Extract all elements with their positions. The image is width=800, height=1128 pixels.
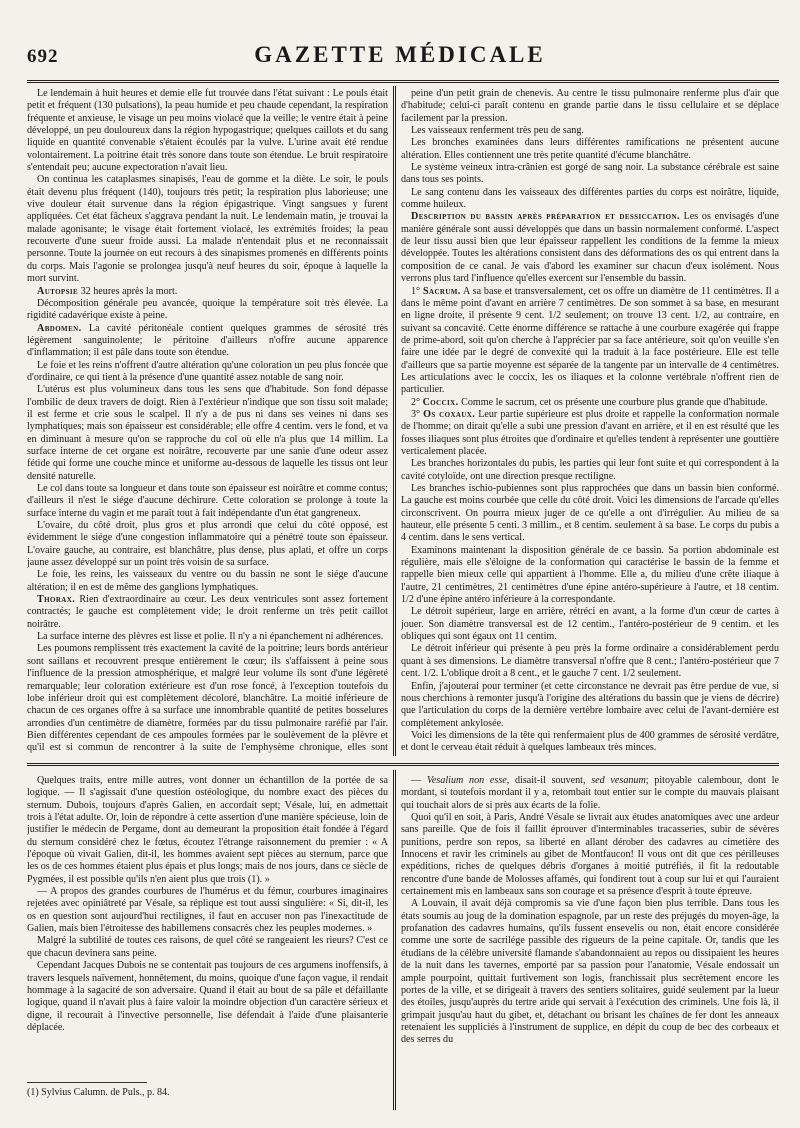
paragraph: La surface interne des plèvres est lisse et polie. Il n'y a ni épanchement ni adhérences. — [37, 631, 384, 643]
paragraph: Le foie et les reins n'offrent d'autre altération qu'une coloration un peu plus foncée que d'ordinaire, ce qui tient à la présence d'une quantité assez notable de sang noir. — [27, 359, 388, 383]
section-rule — [27, 763, 779, 766]
paragraph: — Vesalium non esse, disait-il souvent, sed vesanum; pitoyable calembour, dont le mordant, si toutefois mordant il y a, retombait tout entier sur le compte du mauvais plaisant qui touchait alors de si près aux écarts de la folie. — [401, 775, 779, 811]
paragraph: Les branches horizontales du pubis, les parties qui leur font suite et qui correspondent à la cavité cotyloïde, ont une direction presque rectiligne. — [401, 458, 779, 482]
paragraph: peine d'un petit grain de chenevis. Au centre le tissu pulmonaire renferme plus d'air que d'habitude; celui-ci paraît contenu en grande partie dans le tissu cellulaire et se déplace facilement par la pression. — [401, 88, 779, 124]
upper-right-column — [401, 88, 779, 754]
paragraph: 2° Coccix. Comme le sacrum, cet os présente une courbure plus grande que d'habitude. — [411, 396, 768, 408]
paragraph: Examinons maintenant la disposition générale de ce bassin. Sa portion abdominale est régulière, mais elle s'éloigne de la conformation qui caractérise le bassin de la femme et rappelle bien mieux celle qui appartient à l'homme. Elle a, du milieu d'une crête iliaque à l'autre, 21 centimètres, 21 centimètres d'une épine antéro-supérieure à l'autre, et 18 centim. 1/2 d'une épine antéro inférieure à la correspondante. — [401, 544, 779, 606]
paragraph: Les bronches examinées dans leurs différentes ramifications ne présentent aucune altération. Elles contiennent une très petite quantité d'écume blanchâtre. — [401, 137, 779, 161]
paragraph: Le col dans toute sa longueur et dans toute son épaisseur est noirâtre et comme contus; d'ailleurs il n'est le siége d'aucune déchirure. Cette coloration se prolonge à toute la surface interne du vagin et me paraît tout à fait indépendante d'un état gangreneux. — [27, 483, 388, 519]
paragraph: On continua les cataplasmes sinapisés, l'eau de gomme et la diète. Le soir, le pouls était devenu plus fréquent (140), toujours très petit; la respiration plus laborieuse; une vive douleur était survenue dans la région épigastrique. Vingt sangsues y furent appliquées. Cet état fâcheux s'aggrava pendant la nuit. Le lendemain matin, je trouvai la malade agonisante; le visage était fortement violacé, les extrémités froides; la peau recouverte d'une sueur froide aussi. La malade n'entendait plus et ne reconnaissait personne. Toute la journée on eut recours à des sinapismes promenés en différents points du corps. Mais l'agonie se prolongea jusqu'à neuf heures du soir, époque à laquelle la mort survint. — [27, 174, 388, 285]
footnote: (1) Sylvius Calumn. de Puls., p. 84. — [27, 1087, 170, 1098]
paragraph: Décomposition générale peu avancée, quoique la température soit très élevée. La rigidité cadavérique existe à peine. — [27, 297, 388, 322]
paragraph: 1° Sacrum. A sa base et transversalement, cet os offre un diamètre de 11 centimètres. Il a dans le même point d'avant en arrière 7 centimètres. De son sommet à sa base, en mesurant en ligne droite, il présente 9 cent. 1/2 seulement; on trouve 13 cent. 1/2, au contraire, en suivant sa concavité. Cette énorme différence se rattache à une courbure exagérée qui frappe de prime-abord, soit qu'on cherche à l'apprécier par sa face antérieure, soit qu'on veuille s'en faire une idée par le degré de convexité qui la traduit à la face postérieure. Elle est telle d'ailleurs que sa partie moyenne est séparée de la tangente par un intervalle de 4 centimètres. Les articulations avec le coccix, les os iliaques et la colonne vertébrale n'offrent rien de particulier. — [401, 285, 779, 396]
paragraph: Enfin, j'ajouterai pour terminer (et cette circonstance ne devrait pas être perdue de vue, si nous cherchions à remonter jusqu'à l'origine des altérations du bassin que je viens de décrire) que l'articulation du corps de la dernière vertèbre lombaire avec celui de l'avant-dernière est complètement ankylosée. — [401, 680, 779, 729]
paragraph: 3° Os coxaux. Leur partie supérieure est plus droite et rappelle la conformation normale de l'homme; on dirait qu'elle a subi une pression d'avant en arrière, et il en est résulté que les fosses iliaques sont plus étroites que d'ordinaire et qu'elles tendent à représenter une gouttière verticalement placée. — [401, 408, 779, 457]
header-rule — [27, 80, 779, 83]
paragraph: Les branches ischio-pubiennes sont plus rapprochées que dans un bassin bien conformé. La gauche est moins courbée que celle du côté droit. Voici les dimensions de l'arcade qu'elles circonscrivent. On pourra mieux juger de ce qu'elle a ont d'irrégulier. Au milieu de sa hauteur, elle présente 5 centi. 3 millim., et 8 centim. seulement à sa base. Le corps du pubis a 4 centim. dans le sens vertical. — [401, 483, 779, 544]
lower-left-column — [27, 775, 388, 1075]
paragraph: Abdomen. La cavité péritonéale contient quelques grammes de sérosité très légèrement sanguinolente; le péritoine d'ailleurs n'offre aucune apparence d'inflammation; il est pâle dans toute son étendue. — [27, 322, 388, 359]
paragraph: — A propos des grandes courbures de l'humérus et du fémur, courbures imaginaires rejetées avec opiniâtreté par Vésale, sa réplique est tout aussi singulière: « Si, dit-il, les os en question sont aujourd'hui rectilignes, il faut en accuser non pas l'inexactitude de Galien, mais bien l'étroitesse des habillemens consacrés chez les peuples modernes. » — [27, 886, 388, 935]
column-divider-upper — [393, 86, 396, 756]
page-title: GAZETTE MÉDICALE — [254, 42, 546, 67]
paragraph: Les vaisseaux renferment très peu de sang. — [411, 125, 584, 137]
paragraph: L'utérus est plus volumineux dans tous les sens que d'habitude. Son fond dépasse l'ombilic de deux travers de doigt. Rien à l'extérieur n'indique que son tissu soit malade; il est ferme et crie sous le scalpel. Il n'y a de pus ni dans ses veines ni dans ses lymphatiques; mais son épaisseur est considérable; elle offre 4 centim. vers le fond, et va en diminuant à mesure qu'on se rapproche du col où elle n'a plus que 14 millim. La surface interne de cet organe est noirâtre, recouverte par une sanie d'une odeur assez fétide qui forme une couche mince et uniforme au-dessous de laquelle les tissus ont leur densité naturelle. — [27, 384, 388, 482]
paragraph: Les poumons remplissent très exactement la cavité de la poitrine; leurs bords antérieur sont saillans et recouvrent presque entièrement le cœur; ils s'affaissent à peine sous l'influence de la pression atmosphérique, et malgré leur volume ils sont d'une légèreté remarquable; leur coloration extérieure est d'un rose foncé, à l'exception toutefois du lobe inférieur droit qui est complètement décoloré, blanchâtre. La moitié inférieure de chacun de ces organes offre à sa surface une innombrable quantité de petites bosselures arrondies d'un centimètre de diamètre, formées par du tissu pulmonaire raréfié par l'air. Bien différentes cependant de ces ampoules formées par le soulèvement de la plèvre et qu'il est si commun de rencontrer à la suite de l'emphysème chronique, elles sont — [27, 643, 388, 754]
paragraph: Quoi qu'il en soit, à Paris, André Vésale se livrait aux études anatomiques avec une ardeur sans pareille. Que de fois il faillit éprouver d'interminables tracasseries, subir de sévères punitions, perdre son repos, sa liberté en allant dérober des cadavres au cimetière des Innocens et ravir les criminels au gibet de Montfaucon! Il vous ont dit que ces périlleuses expéditions, riches de quelques débris d'organes à moitié putréfiés, il fit la redoutable rencontre d'une bande de Molosses affamés, qui fondirent tout à coup sur lui et qui l'auraient certainement mis en lambeaux sans son courage et sa présence d'esprit à toute épreuve. — [401, 812, 779, 898]
paragraph: Le lendemain à huit heures et demie elle fut trouvée dans l'état suivant : Le pouls était petit et fréquent (130 pulsations), la peau humide et peu chaude cependant, la respiration fréquente et anxieuse, le visage un peu moins violacé que la veille; le ventre était à peine développé, un peu douloureux dans la région hypogastrique; quelques caillots et du sang liquide en quantité convenable s'étaient écoulés par la vulve. L'urine avait été rendue volontairement. La poitrine était très sonore dans toute son étendue. Le bruit respiratoire s'entendait peu; aucune expectoration n'avait lieu. — [27, 88, 388, 174]
upper-left-column — [27, 88, 388, 754]
paragraph: Le détroit supérieur, large en arrière, rétréci en avant, a la forme d'un cœur de cartes à jouer. Son diamètre transversal est de 12 centim., l'antéro-postérieur de 9 centim. et les obliques qui sont égaux ont 11 centim. — [401, 606, 779, 643]
paragraph: Cependant Jacques Dubois ne se contentait pas toujours de ces argumens inoffensifs, à travers lesquels naïvement, honnêtement, du moins, quoique d'une façon vague, il rendait hommage à la sagacité de son adversaire. Quand il était au bout de sa pâle et défaillante logique, quand il n'avait plus à faire valoir la moindre objection d'un caractère sérieux et digne, il recourait à l'invective personnelle, lise défendait à l'aide d'une plaisanterie déplacée. — [27, 960, 388, 1033]
column-divider-lower — [393, 770, 396, 1110]
paragraph: Thorax. Rien d'extraordinaire au cœur. Les deux ventricules sont assez fortement contractés; le gauche est complètement vide; le droit renferme un très petit caillot noirâtre. — [27, 594, 388, 630]
paragraph: Voici les dimensions de la tête qui renfermaient plus de 400 grammes de sérosité verdâtre, et dont le cerveau était réduit à quelques lambeaux très minces. — [401, 729, 779, 754]
paragraph: Quelques traits, entre mille autres, vont donner un échantillon de la portée de sa logique. — Il s'agissait d'une question ostéologique, du nombre exact des pièces du sternum. Dubois, toujours d'après Galien, en accordait sept; Vésale, lui, en admettait trois à l'état adulte. Or, loin de répondre à cette assertion d'une manière spécieuse, loin de justifier le médecin de Pergame, dont au demeurant la proposition était fondée à l'égard du sternum considéré chez le fœtus, écoutez l'étrange raisonnement du premier : « A l'époque où vivait Galien, dit-il, les hommes avaient sept pièces au sternum, parce que les os de ces hommes étaient plus épais et plus longs; mais de nos jours, dans ce siècle de Pygmées, il est possible qu'ils n'en aient plus que trois (1). » — [27, 775, 388, 885]
paragraph: Le système veineux intra-crânien est gorgé de sang noir. La substance cérébrale est saine dans tous ses points. — [401, 162, 779, 186]
paragraph: Le foie, les reins, les vaisseaux du ventre ou du bassin ne sont le siége d'aucune altération; il en est de même des ganglions lymphatiques. — [27, 569, 388, 593]
paragraph: Le sang contenu dans les vaisseaux des différentes parties du corps est noirâtre, liquide, comme huileux. — [401, 186, 779, 211]
footnote-rule — [27, 1082, 147, 1083]
paragraph: Le détroit inférieur qui présente à peu près la forme ordinaire a considérablement perdu quant à ses dimensions. Le diamètre transversal n'offre que 8 cent.; l'antéro-postérieur que 7 cent. 1/2. L'oblique droit a 8 cent., et le gauche 7 cent. 1/2 seulement. — [401, 643, 779, 680]
paragraph: A Louvain, il avait déjà compromis sa vie d'une façon bien plus terrible. Dans tous les états soumis au joug de la domination espagnole, par un reste des préjugés du moyen-âge, la profanation des cadavres humains, qu'ils fussent ensevelis ou non, était encore considérée comme une sorte de sacrilége passible des rigueurs de la peine capitale. Or, tandis que les étudians de la célèbre université flamande s'abandonnaient au repos ou dissipaient les heures de la nuit dans les tavernes, emporté par sa passion pour l'anatomie, Vésale endossait un ample pourpoint, quittait furtivement son logis, franchissait plus secrètement encore les portes de la ville, et se dirigeait à travers des sentiers solitaires, guidé seulement par la lueur des étoiles, jusqu'auprès du tertre aride qui servait à l'exécution des criminels. Une fois là, il grimpait jusqu'au haut du gibet, et, détachant ou brisant les chaînes de fer dont les anneaux retenaient les suppliciés à l'instrument de supplice, en dépit du coup de bec des corbeaux et des serres du — [401, 898, 779, 1046]
paragraph: Description du bassin après préparation et dessiccation. Les os envisagés d'une manière générale sont aussi développés que dans un bassin normalement conformé. L'aspect de leur tissu aussi bien que leur épaisseur rappellent les conditions de la femme la mieux développée. Toutes les altérations consistent dans des déformations des os qui entrent dans la composition de ce canal. Je vais d'abord les examiner sur chacun d'eux isolément. Nous verrons plus tard l'influence qu'elles exercent sur l'ensemble du bassin. — [401, 211, 779, 285]
lower-right-column — [401, 775, 779, 1111]
paragraph: Malgré la subtilité de toutes ces raisons, de quel côté se rangeaient les rieurs? C'est ce que chacun devinera sans peine. — [27, 935, 388, 959]
paragraph: L'ovaire, du côté droit, plus gros et plus arrondi que celui du côté opposé, est évidemment le siége d'une congestion inflammatoire qui a pénétré toute son épaisseur. L'ovaire gauche, au contraire, est blanchâtre, plus dense, plus aplati, et offre un corps jaune assez développé sur un point très voisin de sa surface. — [27, 520, 388, 569]
page-number: 692 — [27, 46, 59, 67]
paragraph: Autopsie 32 heures après la mort. — [37, 285, 178, 297]
